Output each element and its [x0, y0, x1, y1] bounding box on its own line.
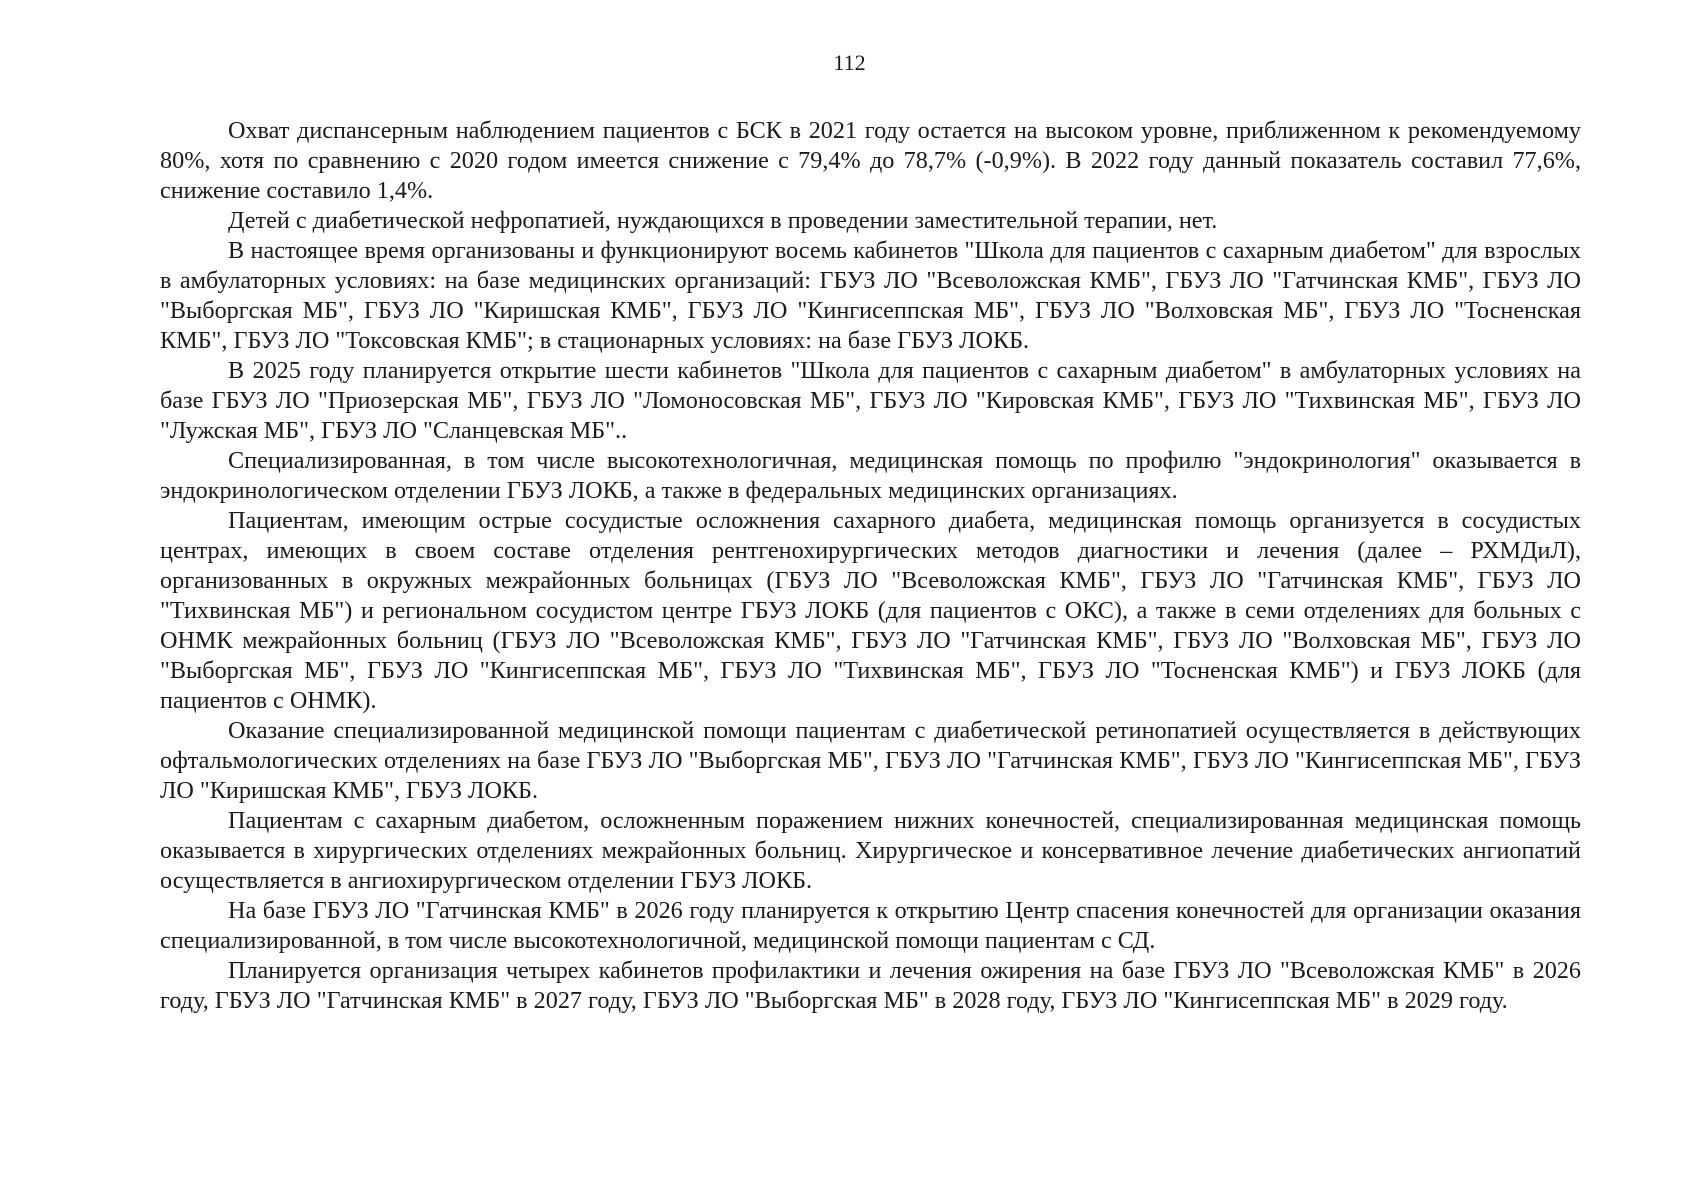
document-body	[160, 116, 1581, 1016]
paragraph-diabetes-schools-current: В настоящее время организованы и функционируют восемь кабинетов "Школа для пациентов с сахарным диабетом" для взрослых в амбулаторных условиях: на базе медицинских организаций: ГБУЗ ЛО "Всеволожская КМБ", ГБУЗ ЛО "Гатчинская КМБ", ГБУЗ ЛО "Выборгская МБ", ГБУЗ ЛО "Киришская КМБ", ГБУЗ ЛО "Кингисеппская МБ", ГБУЗ ЛО "Волховская МБ", ГБУЗ ЛО "Тосненская КМБ", ГБУЗ ЛО "Токсовская КМБ"; в стационарных условиях: на базе ГБУЗ ЛОКБ.	[160, 237, 1581, 354]
paragraph-limb-salvage-center: На базе ГБУЗ ЛО "Гатчинская КМБ" в 2026 году планируется к открытию Центр спасения конечностей для организации оказания специализированной, в том числе высокотехнологичной, медицинской помощи пациентам с СД.	[160, 897, 1581, 954]
paragraph-endocrinology-care: Специализированная, в том числе высокотехнологичная, медицинская помощь по профилю "эндокринология" оказывается в эндокринологическом отделении ГБУЗ ЛОКБ, а также в федеральных медицинских организациях.	[160, 447, 1581, 504]
paragraph-diabetic-nephropathy: Детей с диабетической нефропатией, нуждающихся в проведении заместительной терапии, нет.	[228, 207, 1218, 234]
paragraph-diabetes-schools-2025: В 2025 году планируется открытие шести кабинетов "Школа для пациентов с сахарным диабетом" в амбулаторных условиях на базе ГБУЗ ЛО "Приозерская МБ", ГБУЗ ЛО "Ломоносовская МБ", ГБУЗ ЛО "Кировская КМБ", ГБУЗ ЛО "Тихвинская МБ", ГБУЗ ЛО "Лужская МБ", ГБУЗ ЛО "Сланцевская МБ"..	[160, 357, 1581, 444]
paragraph-lower-limb-care: Пациентам с сахарным диабетом, осложненным поражением нижних конечностей, специализированная медицинская помощь оказывается в хирургических отделениях межрайонных больниц. Хирургическое и консервативное лечение диабетических ангиопатий осуществляется в ангиохирургическом отделении ГБУЗ ЛОКБ.	[160, 807, 1581, 894]
paragraph-dispensary-coverage: Охват диспансерным наблюдением пациентов с БСК в 2021 году остается на высоком уровне, приближенном к рекомендуемому 80%, хотя по сравнению с 2020 годом имеется снижение с 79,4% до 78,7% (-0,9%). В 2022 году данный показатель составил 77,6%, снижение составило 1,4%.	[160, 117, 1581, 204]
paragraph-obesity-cabinets: Планируется организация четырех кабинетов профилактики и лечения ожирения на базе ГБУЗ ЛО "Всеволожская КМБ" в 2026 году, ГБУЗ ЛО "Гатчинская КМБ" в 2027 году, ГБУЗ ЛО "Выборгская МБ" в 2028 году, ГБУЗ ЛО "Кингисеппская МБ" в 2029 году.	[160, 957, 1581, 1014]
paragraph-retinopathy-care: Оказание специализированной медицинской помощи пациентам с диабетической ретинопатией осуществляется в действующих офтальмологических отделениях на базе ГБУЗ ЛО "Выборгская МБ", ГБУЗ ЛО "Гатчинская КМБ", ГБУЗ ЛО "Кингисеппская МБ", ГБУЗ ЛО "Киришская КМБ", ГБУЗ ЛОКБ.	[160, 717, 1581, 804]
page-number: 112	[833, 50, 866, 75]
paragraph-vascular-centers: Пациентам, имеющим острые сосудистые осложнения сахарного диабета, медицинская помощь организуется в сосудистых центрах, имеющих в своем составе отделения рентгенохирургических методов диагностики и лечения (далее – РХМДиЛ), организованных в окружных межрайонных больницах (ГБУЗ ЛО "Всеволожская КМБ", ГБУЗ ЛО "Гатчинская КМБ", ГБУЗ ЛО "Тихвинская МБ") и региональном сосудистом центре ГБУЗ ЛОКБ (для пациентов с ОКС), а также в семи отделениях для больных с ОНМК межрайонных больниц (ГБУЗ ЛО "Всеволожская КМБ", ГБУЗ ЛО "Гатчинская КМБ", ГБУЗ ЛО "Волховская МБ", ГБУЗ ЛО "Выборгская МБ", ГБУЗ ЛО "Кингисеппская МБ", ГБУЗ ЛО "Тихвинская МБ", ГБУЗ ЛО "Тосненская КМБ") и ГБУЗ ЛОКБ (для пациентов с ОНМК).	[160, 507, 1581, 714]
